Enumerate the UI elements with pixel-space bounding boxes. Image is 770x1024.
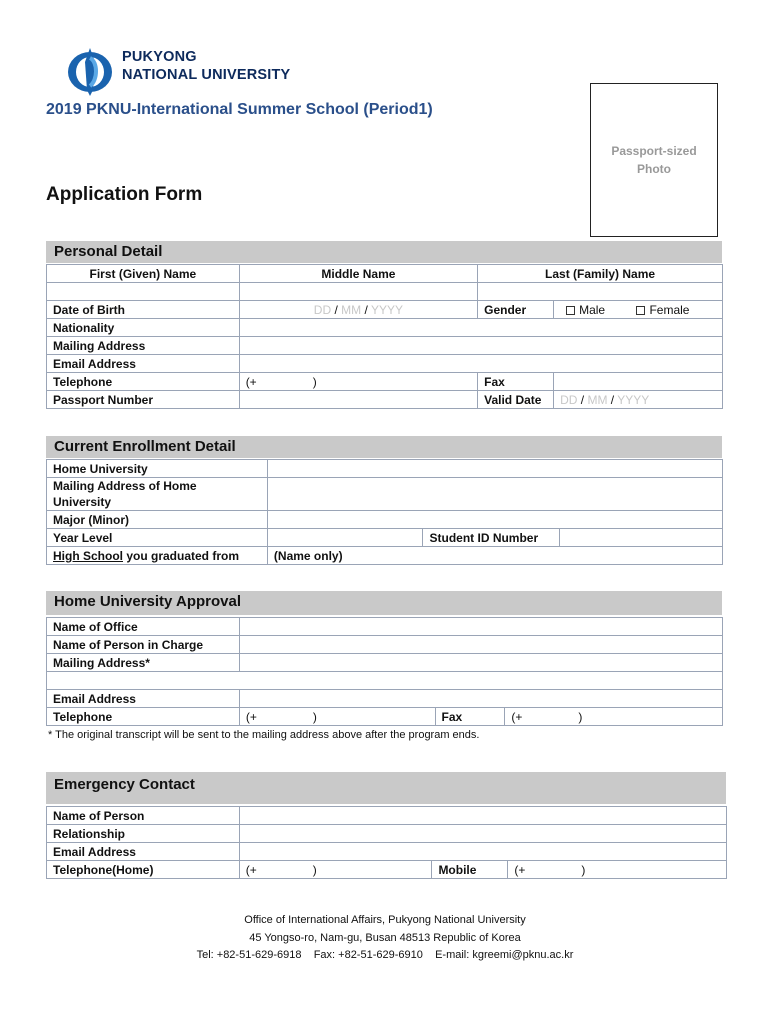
university-logo bbox=[64, 44, 304, 98]
middle-name-field[interactable] bbox=[239, 283, 477, 301]
middle-name-header: Middle Name bbox=[239, 265, 477, 283]
valid-sep2: / bbox=[610, 392, 615, 407]
male-checkbox[interactable] bbox=[566, 306, 575, 315]
person-in-charge-field[interactable] bbox=[239, 636, 722, 654]
personal-detail-header: Personal Detail bbox=[46, 241, 722, 263]
year-level-field[interactable] bbox=[267, 529, 423, 547]
approval-mailing-field-line2[interactable] bbox=[47, 672, 723, 690]
emergency-person-label: Name of Person bbox=[47, 807, 240, 825]
approval-telephone-field[interactable] bbox=[239, 708, 435, 726]
photo-label-line1: Passport-sized bbox=[611, 144, 697, 158]
mobile-suffix: ) bbox=[581, 862, 586, 877]
dob-mm: MM bbox=[341, 302, 362, 317]
enrollment-header: Current Enrollment Detail bbox=[46, 436, 722, 458]
home-mailing-field[interactable] bbox=[267, 478, 722, 511]
name-only-hint: (Name only) bbox=[273, 548, 343, 563]
male-option[interactable] bbox=[566, 303, 605, 317]
approval-tel-prefix: (+ bbox=[245, 709, 257, 724]
passport-label: Passport Number bbox=[47, 391, 240, 409]
nationality-field[interactable] bbox=[239, 319, 722, 337]
office-field[interactable] bbox=[239, 618, 722, 636]
home-mailing-label bbox=[47, 478, 268, 511]
home-telephone-label: Telephone(Home) bbox=[47, 861, 240, 879]
female-checkbox[interactable] bbox=[636, 306, 645, 315]
tel-suffix: ) bbox=[312, 374, 317, 389]
home-mailing-label-line2: University bbox=[53, 495, 112, 509]
approval-mailing-label: Mailing Address* bbox=[47, 654, 240, 672]
fax-label: Fax bbox=[478, 373, 554, 391]
person-in-charge-label: Name of Person in Charge bbox=[47, 636, 240, 654]
mobile-prefix: (+ bbox=[514, 862, 526, 877]
dob-sep1: / bbox=[334, 302, 338, 317]
email-field[interactable] bbox=[239, 355, 722, 373]
dob-dd: DD bbox=[313, 302, 332, 317]
approval-mailing-field[interactable] bbox=[239, 654, 722, 672]
fax-field[interactable] bbox=[554, 373, 723, 391]
enrollment-table bbox=[46, 459, 723, 565]
mobile-label: Mobile bbox=[432, 861, 508, 879]
student-id-label: Student ID Number bbox=[423, 529, 560, 547]
female-label: Female bbox=[649, 302, 690, 317]
telephone-field[interactable] bbox=[239, 373, 477, 391]
nationality-label: Nationality bbox=[47, 319, 240, 337]
male-label: Male bbox=[579, 302, 606, 317]
logo-line2: NATIONAL UNIVERSITY bbox=[122, 67, 291, 83]
telephone-label: Telephone bbox=[47, 373, 240, 391]
female-option[interactable] bbox=[636, 303, 689, 317]
home-university-label: Home University bbox=[47, 460, 268, 478]
home-tel-prefix: (+ bbox=[245, 862, 257, 877]
approval-fax-prefix: (+ bbox=[511, 709, 523, 724]
footer bbox=[0, 912, 770, 965]
home-telephone-field[interactable] bbox=[239, 861, 432, 879]
transcript-note: * The original transcript will be sent to the mailing address above after the program ends. bbox=[48, 729, 480, 741]
major-label: Major (Minor) bbox=[47, 511, 268, 529]
mailing-address-label: Mailing Address bbox=[47, 337, 240, 355]
dob-label: Date of Birth bbox=[47, 301, 240, 319]
year-level-label: Year Level bbox=[47, 529, 268, 547]
gender-options bbox=[554, 301, 723, 319]
valid-date-label: Valid Date bbox=[478, 391, 554, 409]
first-name-header: First (Given) Name bbox=[47, 265, 240, 283]
emergency-header: Emergency Contact bbox=[46, 772, 726, 804]
high-school-field[interactable] bbox=[267, 547, 722, 565]
mailing-address-field[interactable] bbox=[239, 337, 722, 355]
valid-mm: MM bbox=[587, 392, 608, 407]
dob-sep2: / bbox=[364, 302, 368, 317]
emergency-person-field[interactable] bbox=[239, 807, 726, 825]
major-field[interactable] bbox=[267, 511, 722, 529]
last-name-header: Last (Family) Name bbox=[478, 265, 723, 283]
valid-sep1: / bbox=[580, 392, 585, 407]
approval-telephone-label: Telephone bbox=[47, 708, 240, 726]
high-school-label bbox=[47, 547, 268, 565]
dob-yyyy: YYYY bbox=[370, 302, 403, 317]
student-id-field[interactable] bbox=[560, 529, 723, 547]
approval-fax-field[interactable] bbox=[505, 708, 723, 726]
home-university-field[interactable] bbox=[267, 460, 722, 478]
valid-date-field[interactable] bbox=[554, 391, 723, 409]
first-name-field[interactable] bbox=[47, 283, 240, 301]
approval-fax-label: Fax bbox=[435, 708, 505, 726]
university-emblem-icon bbox=[64, 44, 116, 98]
high-school-underlined: High School bbox=[53, 548, 123, 563]
footer-contact: Tel: +82-51-629-6918 Fax: +82-51-629-6910 E-mail: kgreemi@pknu.ac.kr bbox=[196, 949, 574, 961]
mobile-field[interactable] bbox=[508, 861, 727, 879]
event-title: 2019 PKNU-International Summer School (Period1) bbox=[46, 101, 433, 118]
valid-dd: DD bbox=[560, 392, 578, 407]
emergency-table bbox=[46, 806, 727, 879]
photo-box[interactable] bbox=[590, 83, 718, 237]
footer-address: 45 Yongso-ro, Nam-gu, Busan 48513 Republic of Korea bbox=[249, 931, 521, 944]
approval-table bbox=[46, 617, 723, 726]
page-title: Application Form bbox=[46, 184, 203, 205]
approval-email-field[interactable] bbox=[239, 690, 722, 708]
valid-yyyy: YYYY bbox=[617, 392, 650, 407]
emergency-email-label: Email Address bbox=[47, 843, 240, 861]
logo-line1: PUKYONG bbox=[122, 49, 197, 65]
personal-detail-table bbox=[46, 264, 723, 409]
approval-email-label: Email Address bbox=[47, 690, 240, 708]
home-tel-suffix: ) bbox=[312, 862, 317, 877]
email-label: Email Address bbox=[47, 355, 240, 373]
approval-tel-suffix: ) bbox=[312, 709, 317, 724]
dob-field[interactable] bbox=[239, 301, 477, 319]
approval-header: Home University Approval bbox=[46, 591, 722, 615]
passport-field[interactable] bbox=[239, 391, 477, 409]
relationship-field[interactable] bbox=[239, 825, 726, 843]
high-school-rest: you graduated from bbox=[123, 548, 240, 563]
office-label: Name of Office bbox=[47, 618, 240, 636]
tel-prefix: (+ bbox=[245, 374, 257, 389]
photo-label-line2: Photo bbox=[636, 162, 671, 176]
last-name-field[interactable] bbox=[478, 283, 723, 301]
approval-fax-suffix: ) bbox=[578, 709, 583, 724]
gender-label: Gender bbox=[478, 301, 554, 319]
home-mailing-label-line1: Mailing Address of Home bbox=[53, 479, 197, 493]
emergency-email-field[interactable] bbox=[239, 843, 726, 861]
relationship-label: Relationship bbox=[47, 825, 240, 843]
footer-office: Office of International Affairs, Pukyong National University bbox=[244, 914, 526, 926]
